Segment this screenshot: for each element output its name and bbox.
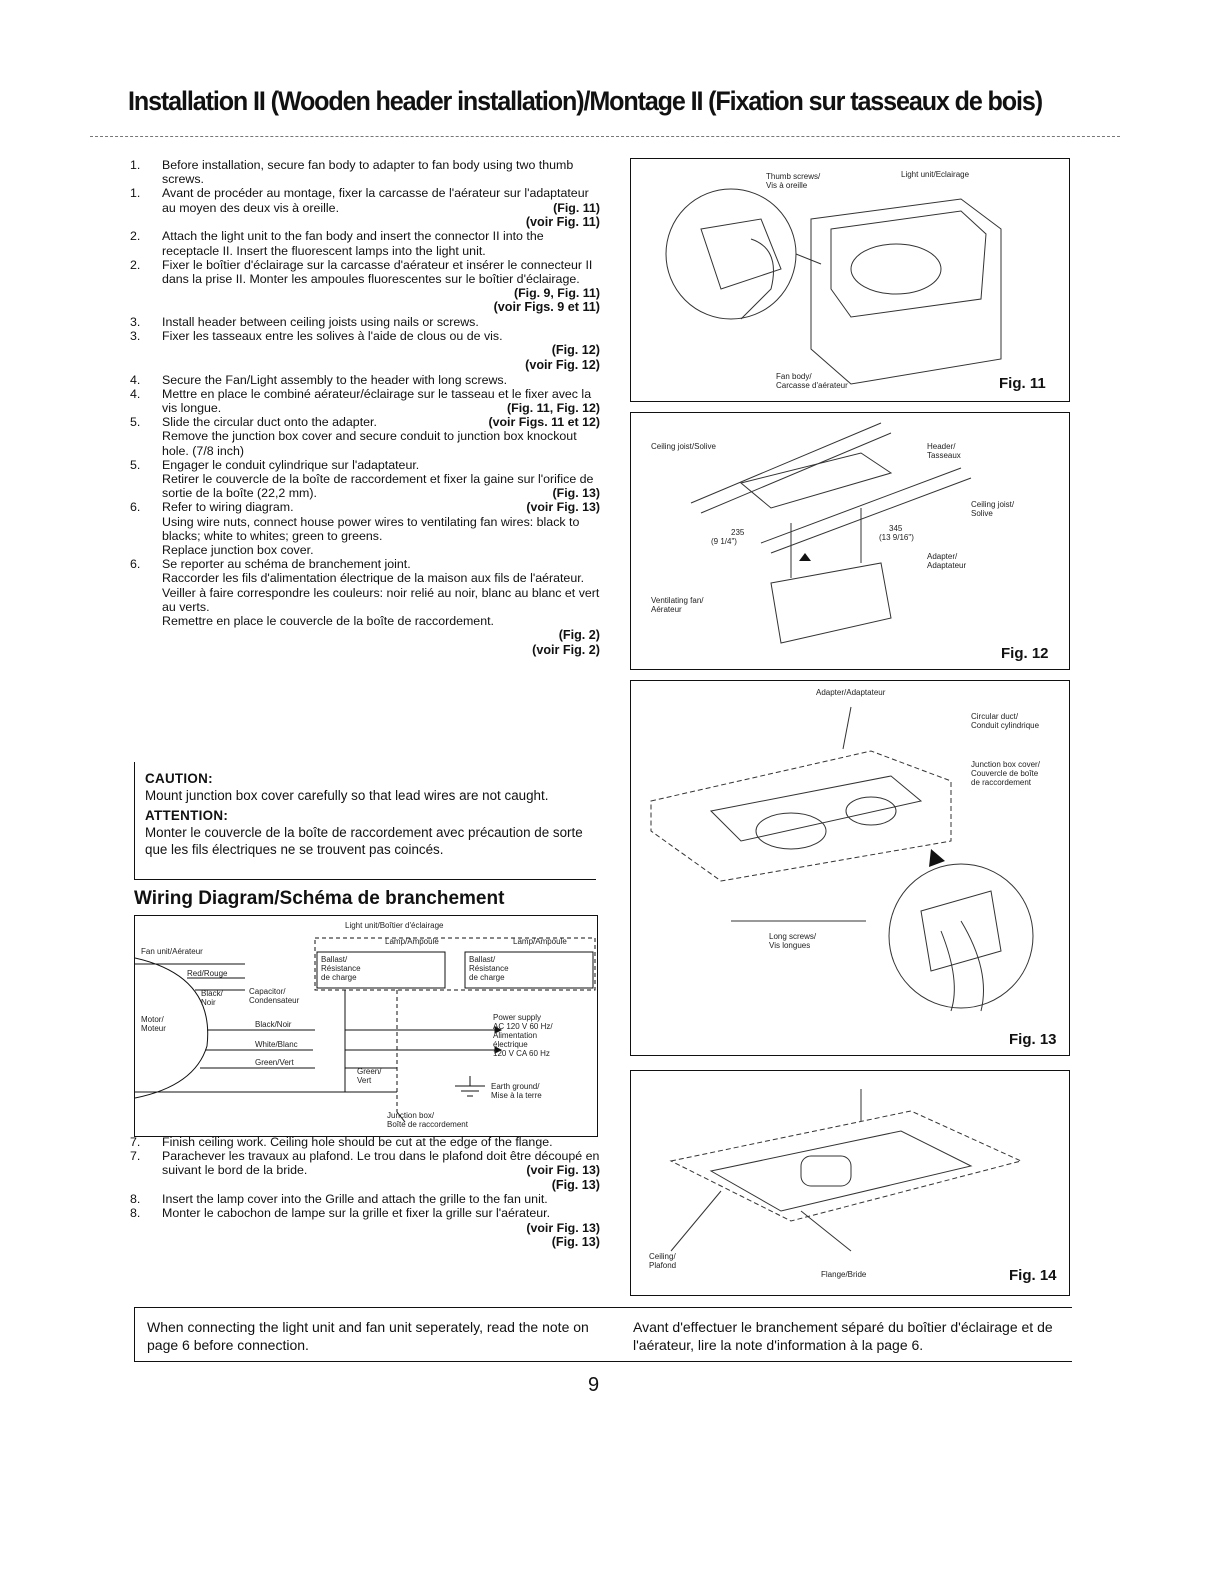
page-title: Installation II (Wooden header installation)/Montage II (Fixation sur tasseaux de bois) xyxy=(128,86,1042,116)
step-number: 6. xyxy=(130,500,141,515)
fig11-fan-b: Carcasse d'aérateur xyxy=(776,381,848,390)
fig12-d2: 345 xyxy=(889,524,903,533)
step-text: Retirer le couvercle de la boîte de raccordement et fixer la gaine sur l'orifice de sortie de la boîte (22,2 mm). xyxy=(162,472,594,501)
fig13-duct-b: Conduit cylindrique xyxy=(971,721,1040,730)
step-text: Install header between ceiling joists using nails or screws. xyxy=(162,315,479,330)
step-text: Se reporter au schéma de branchement joint. xyxy=(162,557,411,572)
step-item xyxy=(130,415,600,429)
step-item xyxy=(130,515,600,543)
fig12-joist2-b: Solive xyxy=(971,509,993,518)
step-item xyxy=(130,614,600,628)
wiring-diagram xyxy=(134,915,598,1137)
wd-ballast2-a: Ballast/ xyxy=(469,955,496,964)
step-text: Remove the junction box cover and secure conduit to junction box knockout hole. (7/8 inch) xyxy=(162,429,577,458)
step-item xyxy=(130,557,600,571)
wd-motor-a: Motor/ xyxy=(141,1015,164,1024)
figure-reference: (Fig. 11, Fig. 12) xyxy=(507,401,600,416)
step-number: 4. xyxy=(130,372,141,387)
fig11-fan-a: Fan body/ xyxy=(776,372,812,381)
figure-12 xyxy=(630,412,1070,670)
step-item xyxy=(130,329,600,343)
fig12-adapter-a: Adapter/ xyxy=(927,552,958,561)
connection-note xyxy=(134,1307,1072,1362)
step-text: Using wire nuts, connect house power wires to ventilating fan wires: black to blacks; white to whites; green to greens. xyxy=(162,514,580,543)
wd-ballast2-b: Résistance xyxy=(469,964,509,973)
wd-black-b: Noir xyxy=(201,998,216,1007)
step-text: Raccorder les fils d'alimentation électrique de la maison aux fils de l'aérateur. Veiller à faire correspondre les couleurs: noir relié au noir, blanc au blanc et vert au verts. xyxy=(162,571,600,614)
page-number: 9 xyxy=(588,1374,600,1396)
fig13-screws-b: Vis longues xyxy=(769,941,811,950)
step-number: 7. xyxy=(130,1135,141,1149)
wiring-title: Wiring Diagram/Schéma de branchement xyxy=(134,888,505,909)
step-text: Finish ceiling work. Ceiling hole should be cut at the edge of the flange. xyxy=(162,1135,553,1149)
wd-ballast1-b: Résistance xyxy=(321,964,361,973)
step-text: Fixer les tasseaux entre les solives à l'aide de clous ou de vis. xyxy=(162,329,503,344)
wd-green2-a: Green/ xyxy=(357,1067,382,1076)
fig12-vent-a: Ventilating fan/ xyxy=(651,596,704,605)
wd-red: Red/Rouge xyxy=(187,969,228,978)
figure-13 xyxy=(630,680,1070,1056)
figure-reference: (Fig. 13) xyxy=(551,1234,600,1249)
step-number: 1. xyxy=(130,158,141,172)
step-number: 1. xyxy=(130,186,141,201)
step-number: 2. xyxy=(130,229,141,244)
wd-capacitor-a: Capacitor/ xyxy=(249,987,286,996)
figure-reference: (Fig. 2) xyxy=(558,628,600,643)
fig12-d1: 235 xyxy=(731,528,745,537)
wd-ballast1-c: de charge xyxy=(321,973,357,982)
figure-reference: (voir Figs. 9 et 11) xyxy=(493,300,600,315)
step-text: Engager le conduit cylindrique sur l'adaptateur. xyxy=(162,457,420,472)
wd-jbox-a: Junction box/ xyxy=(387,1111,435,1120)
figure-reference: (voir Figs. 11 et 12) xyxy=(488,415,600,430)
step-item xyxy=(130,429,600,457)
step-text: Fixer le boîtier d'éclairage sur la carcasse d'aérateur et insérer le connecteur II dans la prise II. Monter les ampoules fluorescentes sur le boîtier d'éclairage. xyxy=(162,257,593,287)
figure-14 xyxy=(630,1070,1070,1296)
step-number: 6. xyxy=(130,557,141,572)
figure-reference: (voir Fig. 12) xyxy=(525,358,600,373)
step-item xyxy=(130,571,600,614)
wd-light-unit: Light unit/Boîtier d'éclairage xyxy=(345,921,444,930)
fig13-label: Fig. 13 xyxy=(1009,1031,1057,1048)
step-item xyxy=(130,373,600,387)
step-number xyxy=(130,614,162,628)
step-text: Refer to wiring diagram. xyxy=(162,500,294,515)
step-text: Monter le cabochon de lampe sur la grille et fixer la grille sur l'aérateur. xyxy=(162,1206,551,1221)
fig14-label: Fig. 14 xyxy=(1009,1267,1057,1284)
wd-earth-b: Mise à la terre xyxy=(491,1091,542,1100)
wd-power-e: 120 V CA 60 Hz xyxy=(493,1049,550,1058)
step-item xyxy=(130,1135,600,1149)
fig11-thumb-b: Vis à oreille xyxy=(766,181,808,190)
fig12-vent-b: Aérateur xyxy=(651,605,682,614)
step-item xyxy=(130,1206,600,1234)
step-number: 8. xyxy=(130,1206,141,1221)
step-item xyxy=(130,1149,600,1177)
wd-lamp2: Lamp/Ampoule xyxy=(513,937,567,946)
step-item xyxy=(130,258,600,301)
step-number xyxy=(130,472,162,500)
wd-power-b: AC 120 V 60 Hz/ xyxy=(493,1022,553,1031)
fig12-d1b: (9 1/4") xyxy=(711,537,737,546)
figure-reference: (voir Fig. 13) xyxy=(526,1163,600,1178)
step-item xyxy=(130,500,600,514)
fig11-label: Fig. 11 xyxy=(999,375,1046,392)
step-number: 4. xyxy=(130,386,141,401)
fig12-joist2-a: Ceiling joist/ xyxy=(971,500,1015,509)
step-number xyxy=(130,571,162,614)
figure-reference: (Fig. 13) xyxy=(552,486,600,501)
step-number xyxy=(130,543,162,557)
caution-heading: CAUTION: xyxy=(145,771,213,786)
wd-white: White/Blanc xyxy=(255,1040,298,1049)
wd-power-d: électrique xyxy=(493,1040,528,1049)
fig12-adapter-b: Adaptateur xyxy=(927,561,967,570)
instruction-steps-2 xyxy=(130,1135,600,1249)
step-text: Remettre en place le couvercle de la boîte de raccordement. xyxy=(162,614,494,629)
instruction-steps xyxy=(130,158,600,657)
step-item xyxy=(130,387,600,415)
title-rule xyxy=(90,136,1120,137)
step-number: 3. xyxy=(130,315,141,330)
wd-ballast1-a: Ballast/ xyxy=(321,955,348,964)
step-text: Secure the Fan/Light assembly to the header with long screws. xyxy=(162,372,508,387)
fig13-adapter: Adapter/Adaptateur xyxy=(816,688,886,697)
wd-jbox-b: Boîte de raccordement xyxy=(387,1120,468,1129)
step-item xyxy=(130,229,600,257)
step-number xyxy=(130,515,162,543)
wd-lamp1: Lamp/Ampoule xyxy=(385,937,439,946)
step-text: Avant de procéder au montage, fixer la carcasse de l'aérateur sur l'adaptateur au moyen des deux vis à oreille. xyxy=(162,186,589,215)
step-item xyxy=(130,458,600,472)
fig13-jbox-c: de raccordement xyxy=(971,778,1032,787)
attention-heading: ATTENTION: xyxy=(145,808,229,823)
fig13-jbox-a: Junction box cover/ xyxy=(971,760,1040,769)
step-number: 2. xyxy=(130,257,141,272)
fig12-header-b: Tasseaux xyxy=(927,451,961,460)
wd-earth-a: Earth ground/ xyxy=(491,1082,540,1091)
step-item xyxy=(130,315,600,329)
step-item xyxy=(130,543,600,557)
attention-text: Monter le couvercle de la boîte de raccordement avec précaution de sorte que les fils électriques ne se trouvent pas coincés. xyxy=(145,825,583,857)
fig13-screws-a: Long screws/ xyxy=(769,932,817,941)
fig12-label: Fig. 12 xyxy=(1001,645,1049,662)
figure-reference: (voir Fig. 2) xyxy=(532,642,600,657)
step-text: Before installation, secure fan body to adapter to fan body using two thumb screws. xyxy=(162,158,574,187)
step-number xyxy=(130,429,162,457)
step-text: Parachever les travaux au plafond. Le trou dans le plafond doit être découpé en suivant le bord de la bride. xyxy=(162,1149,600,1178)
figure-11 xyxy=(630,158,1070,402)
wd-motor-b: Moteur xyxy=(141,1024,166,1033)
fig12-joist: Ceiling joist/Solive xyxy=(651,442,716,451)
fig14-ceiling-a: Ceiling/ xyxy=(649,1252,676,1261)
fig14-ceiling-b: Plafond xyxy=(649,1261,677,1270)
figure-reference: (Fig. 12) xyxy=(551,343,600,358)
step-text: Attach the light unit to the fan body and insert the connector II into the receptacle II. Insert the fluorescent lamps into the light unit. xyxy=(162,229,544,258)
note-english: When connecting the light unit and fan unit seperately, read the note on page 6 before connection. xyxy=(147,1319,589,1353)
fig13-jbox-b: Couvercle de boîte xyxy=(971,769,1039,778)
wd-green2-b: Vert xyxy=(357,1076,372,1085)
wd-capacitor-b: Condensateur xyxy=(249,996,300,1005)
figure-reference: (Fig. 11) xyxy=(553,200,600,215)
wd-power-c: Alimentation xyxy=(493,1031,538,1040)
wd-green: Green/Vert xyxy=(255,1058,294,1067)
fig12-header-a: Header/ xyxy=(927,442,956,451)
step-number: 8. xyxy=(130,1192,141,1207)
caution-box xyxy=(134,762,596,880)
step-item xyxy=(130,472,600,500)
figure-reference: (voir Fig. 13) xyxy=(526,500,600,515)
wd-black-a: Black/ xyxy=(201,989,223,998)
step-text: Slide the circular duct onto the adapter. xyxy=(162,415,377,430)
step-number: 7. xyxy=(130,1149,141,1164)
fig13-duct-a: Circular duct/ xyxy=(971,712,1019,721)
step-item xyxy=(130,1192,600,1206)
step-item xyxy=(130,158,600,186)
wd-ballast2-c: de charge xyxy=(469,973,505,982)
figure-reference: (Fig. 13) xyxy=(551,1177,600,1192)
caution-text: Mount junction box cover carefully so that lead wires are not caught. xyxy=(145,788,549,803)
wd-black: Black/Noir xyxy=(255,1020,292,1029)
fig11-thumb-a: Thumb screws/ xyxy=(766,172,821,181)
figure-reference: (Fig. 9, Fig. 11) xyxy=(513,286,600,301)
fig14-flange: Flange/Bride xyxy=(821,1270,867,1279)
note-french: Avant d'effectuer le branchement séparé du boîtier d'éclairage et de l'aérateur, lire la note d'information à la page 6. xyxy=(633,1319,1053,1353)
wd-fan-unit: Fan unit/Aérateur xyxy=(141,947,203,956)
fig11-light: Light unit/Eclairage xyxy=(901,170,970,179)
wd-power-a: Power supply xyxy=(493,1013,542,1022)
step-text: Replace junction box cover. xyxy=(162,543,314,558)
fig12-d2b: (13 9/16") xyxy=(879,533,914,542)
figure-reference: (voir Fig. 11) xyxy=(525,214,600,229)
figure-reference: (voir Fig. 13) xyxy=(526,1220,600,1235)
step-item xyxy=(130,186,600,214)
step-number: 5. xyxy=(130,457,141,472)
step-text: Mettre en place le combiné aérateur/éclairage sur le tasseau et le fixer avec la vis longue. xyxy=(162,386,592,416)
step-number: 5. xyxy=(130,415,141,430)
step-number: 3. xyxy=(130,329,141,344)
step-text: Insert the lamp cover into the Grille and attach the grille to the fan unit. xyxy=(162,1192,548,1207)
